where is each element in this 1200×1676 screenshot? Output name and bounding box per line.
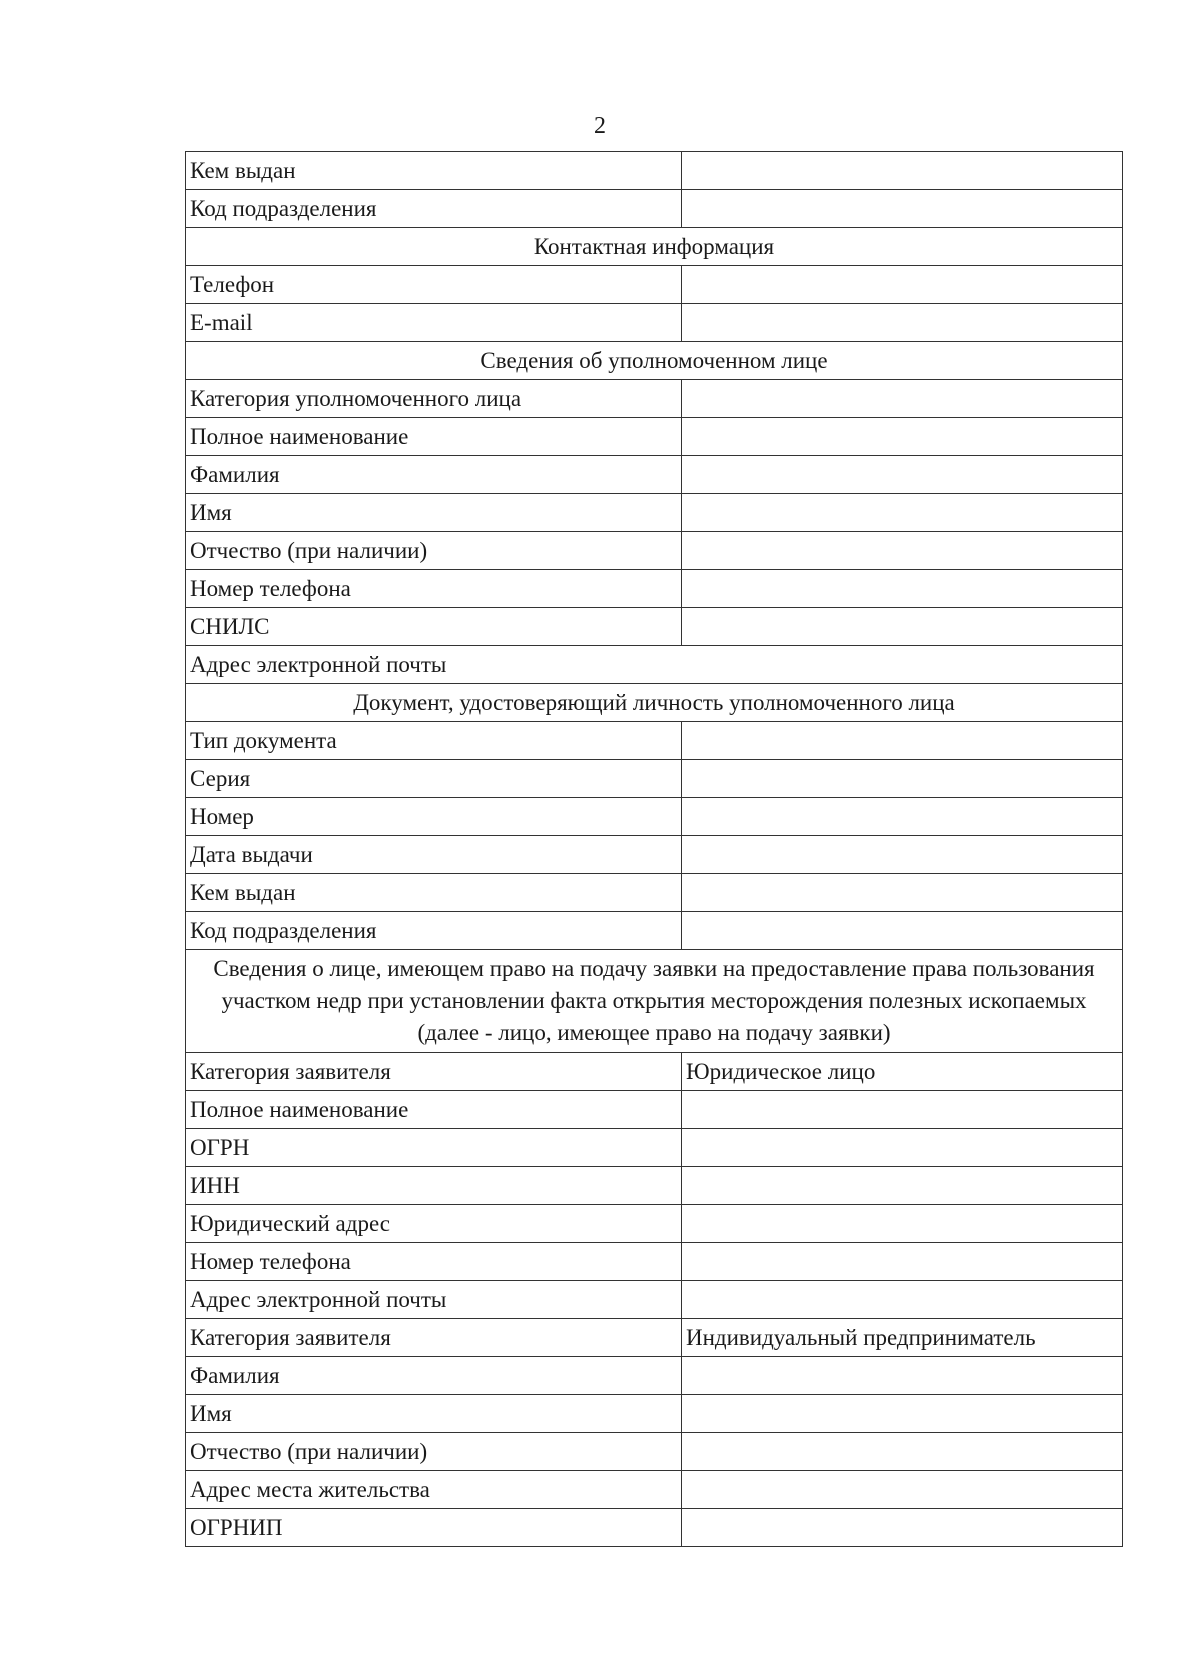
field-value xyxy=(682,912,1123,950)
field-value xyxy=(682,874,1123,912)
form-row xyxy=(186,152,1123,190)
field-value xyxy=(682,266,1123,304)
field-value xyxy=(682,722,1123,760)
form-row xyxy=(186,1053,1123,1091)
form-row xyxy=(186,532,1123,570)
form-row xyxy=(186,418,1123,456)
field-label: Полное наименование xyxy=(186,418,682,456)
form-row xyxy=(186,912,1123,950)
form-row xyxy=(186,1357,1123,1395)
field-label: Адрес электронной почты xyxy=(186,646,1123,684)
field-label: Категория заявителя xyxy=(186,1053,682,1091)
field-label: Адрес места жительства xyxy=(186,1471,682,1509)
field-label: ОГРНИП xyxy=(186,1509,682,1547)
field-label: Фамилия xyxy=(186,456,682,494)
field-label: ОГРН xyxy=(186,1129,682,1167)
field-label: Тип документа xyxy=(186,722,682,760)
field-label: Категория заявителя xyxy=(186,1319,682,1357)
field-value: Индивидуальный предприниматель xyxy=(682,1319,1123,1357)
section-header-row xyxy=(186,684,1123,722)
field-value xyxy=(682,1243,1123,1281)
field-value: Юридическое лицо xyxy=(682,1053,1123,1091)
field-label: Имя xyxy=(186,1395,682,1433)
section-heading: Документ, удостоверяющий личность уполномоченного лица xyxy=(186,684,1123,722)
field-label: Адрес электронной почты xyxy=(186,1281,682,1319)
application-form-table xyxy=(185,151,1123,1547)
form-row xyxy=(186,1471,1123,1509)
field-value xyxy=(682,1433,1123,1471)
field-label: Номер xyxy=(186,798,682,836)
field-label: Кем выдан xyxy=(186,152,682,190)
field-value xyxy=(682,1509,1123,1547)
form-row xyxy=(186,760,1123,798)
field-label: Код подразделения xyxy=(186,190,682,228)
field-value xyxy=(682,1205,1123,1243)
field-value xyxy=(682,152,1123,190)
field-label: Кем выдан xyxy=(186,874,682,912)
form-row xyxy=(186,266,1123,304)
field-value xyxy=(682,798,1123,836)
field-value xyxy=(682,1471,1123,1509)
field-label: Полное наименование xyxy=(186,1091,682,1129)
field-label: Категория уполномоченного лица xyxy=(186,380,682,418)
section-heading: Контактная информация xyxy=(186,228,1123,266)
field-value xyxy=(682,1091,1123,1129)
section-header-row xyxy=(186,342,1123,380)
form-row xyxy=(186,1509,1123,1547)
form-row-full xyxy=(186,646,1123,684)
field-label: Серия xyxy=(186,760,682,798)
field-value xyxy=(682,456,1123,494)
form-row xyxy=(186,798,1123,836)
form-row xyxy=(186,1395,1123,1433)
form-row xyxy=(186,1091,1123,1129)
form-row xyxy=(186,456,1123,494)
field-value xyxy=(682,1167,1123,1205)
field-value xyxy=(682,1357,1123,1395)
form-row xyxy=(186,1281,1123,1319)
form-row xyxy=(186,304,1123,342)
field-value xyxy=(682,1129,1123,1167)
section-header-row xyxy=(186,228,1123,266)
field-value xyxy=(682,494,1123,532)
field-label: Телефон xyxy=(186,266,682,304)
form-row xyxy=(186,494,1123,532)
field-label: Код подразделения xyxy=(186,912,682,950)
section-header-row xyxy=(186,950,1123,1053)
field-label: Отчество (при наличии) xyxy=(186,1433,682,1471)
form-body xyxy=(186,152,1123,1547)
form-row xyxy=(186,608,1123,646)
form-row xyxy=(186,722,1123,760)
field-value xyxy=(682,304,1123,342)
form-row xyxy=(186,1319,1123,1357)
field-value xyxy=(682,532,1123,570)
field-label: Отчество (при наличии) xyxy=(186,532,682,570)
field-label: ИНН xyxy=(186,1167,682,1205)
field-value xyxy=(682,608,1123,646)
section-heading: Сведения об уполномоченном лице xyxy=(186,342,1123,380)
section-heading: Сведения о лице, имеющем право на подачу заявки на предоставление права пользования участком недр при установлении факта открытия месторождения полезных ископаемых (далее - лицо, имеющее право на подачу заявки) xyxy=(186,950,1123,1053)
field-label: Номер телефона xyxy=(186,1243,682,1281)
form-row xyxy=(186,836,1123,874)
page-number: 2 xyxy=(594,113,606,139)
form-row xyxy=(186,570,1123,608)
field-value xyxy=(682,380,1123,418)
form-row xyxy=(186,380,1123,418)
field-value xyxy=(682,1395,1123,1433)
field-value xyxy=(682,760,1123,798)
field-label: СНИЛС xyxy=(186,608,682,646)
form-row xyxy=(186,1129,1123,1167)
field-value xyxy=(682,570,1123,608)
field-label: Фамилия xyxy=(186,1357,682,1395)
form-row xyxy=(186,874,1123,912)
form-row xyxy=(186,190,1123,228)
field-value xyxy=(682,1281,1123,1319)
field-label: E-mail xyxy=(186,304,682,342)
field-label: Номер телефона xyxy=(186,570,682,608)
field-value xyxy=(682,190,1123,228)
form-row xyxy=(186,1205,1123,1243)
field-label: Имя xyxy=(186,494,682,532)
field-value xyxy=(682,418,1123,456)
form-row xyxy=(186,1433,1123,1471)
form-row xyxy=(186,1167,1123,1205)
form-row xyxy=(186,1243,1123,1281)
field-label: Юридический адрес xyxy=(186,1205,682,1243)
field-value xyxy=(682,836,1123,874)
field-label: Дата выдачи xyxy=(186,836,682,874)
